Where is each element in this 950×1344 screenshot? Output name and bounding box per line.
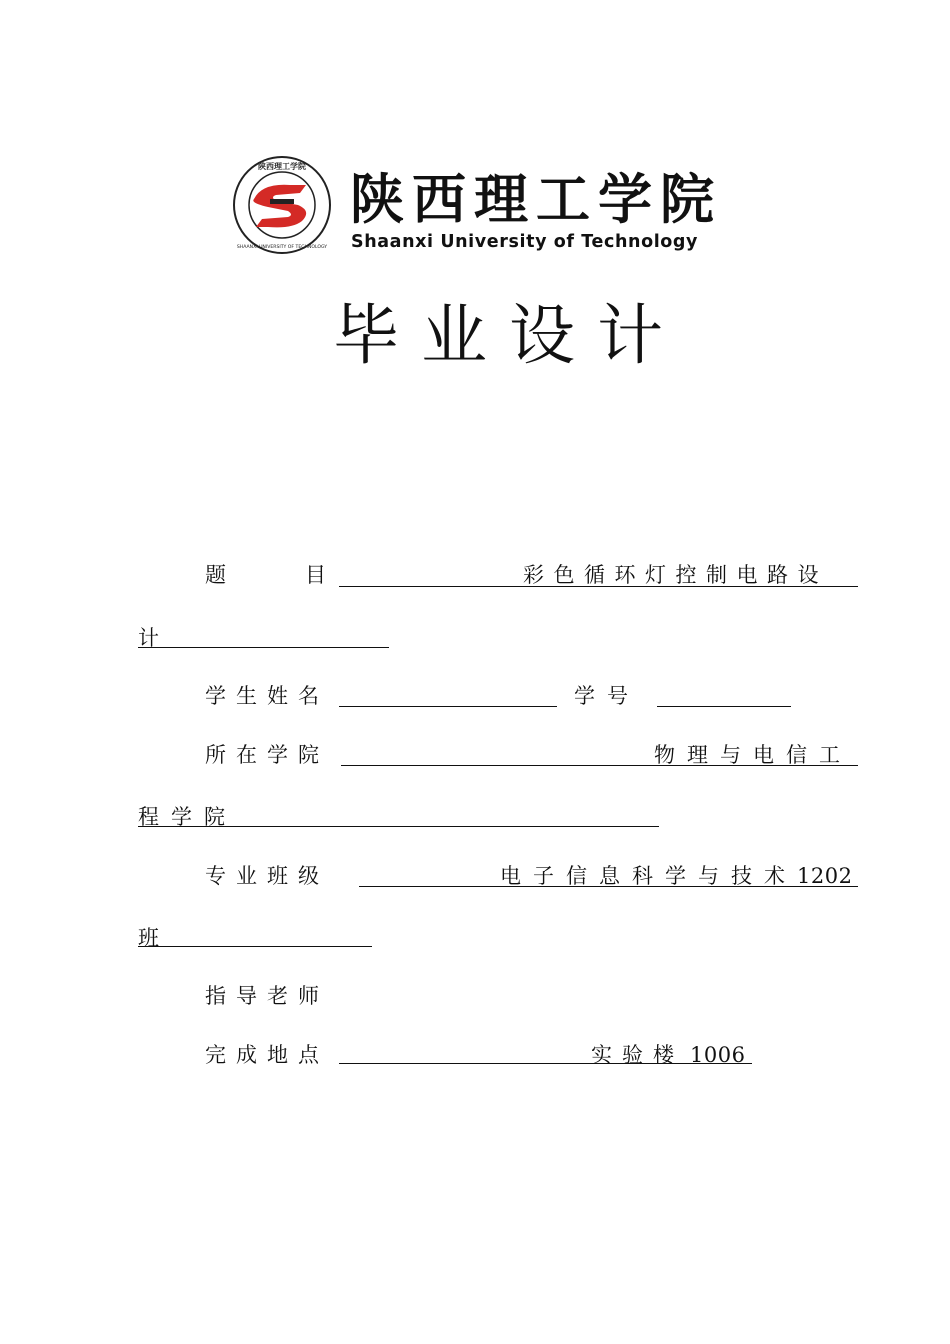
class-number: 1202 xyxy=(797,864,853,888)
student-name-label: 学生姓名 xyxy=(205,684,329,708)
major-class-value-line1 xyxy=(500,863,852,889)
room-number: 1006 xyxy=(690,1043,746,1067)
university-name-cn: 陕西理工学院 xyxy=(350,167,722,231)
student-id-underline xyxy=(657,706,791,707)
topic-underline-2 xyxy=(138,647,389,648)
location-value-cn: 实验楼 xyxy=(591,1043,684,1067)
major-class-label: 专业班级 xyxy=(205,864,329,888)
topic-value-line1: 彩色循环灯控制电路设 xyxy=(523,563,828,587)
seal-text-cn: 陕西理工学院 xyxy=(258,161,306,171)
location-value xyxy=(591,1042,745,1068)
major-value-cn: 电子信息科学与技术 xyxy=(500,864,797,888)
major-class-underline-2 xyxy=(138,946,372,947)
document-title: 毕业设计 xyxy=(333,297,685,374)
topic-value-line2: 计 xyxy=(138,626,167,650)
topic-label-b: 目 xyxy=(305,563,326,587)
student-name-underline xyxy=(339,706,557,707)
student-id-label: 学号 xyxy=(574,684,640,708)
advisor-label: 指导老师 xyxy=(205,984,329,1008)
university-logo xyxy=(232,155,720,257)
seal-text-en: SHAANXI UNIVERSITY OF TECHNOLOGY xyxy=(236,245,328,250)
college-value-line2: 程学院 xyxy=(138,805,237,829)
university-seal-icon xyxy=(232,155,332,255)
university-name-en: Shaanxi University of Technology xyxy=(351,232,699,252)
college-label: 所在学院 xyxy=(205,743,329,767)
topic-label-a: 题 xyxy=(205,563,226,587)
location-label: 完成地点 xyxy=(205,1043,329,1067)
college-value-line1: 物理与电信工 xyxy=(654,743,852,767)
college-underline-2 xyxy=(138,826,659,827)
major-class-value-line2: 班 xyxy=(138,926,167,950)
